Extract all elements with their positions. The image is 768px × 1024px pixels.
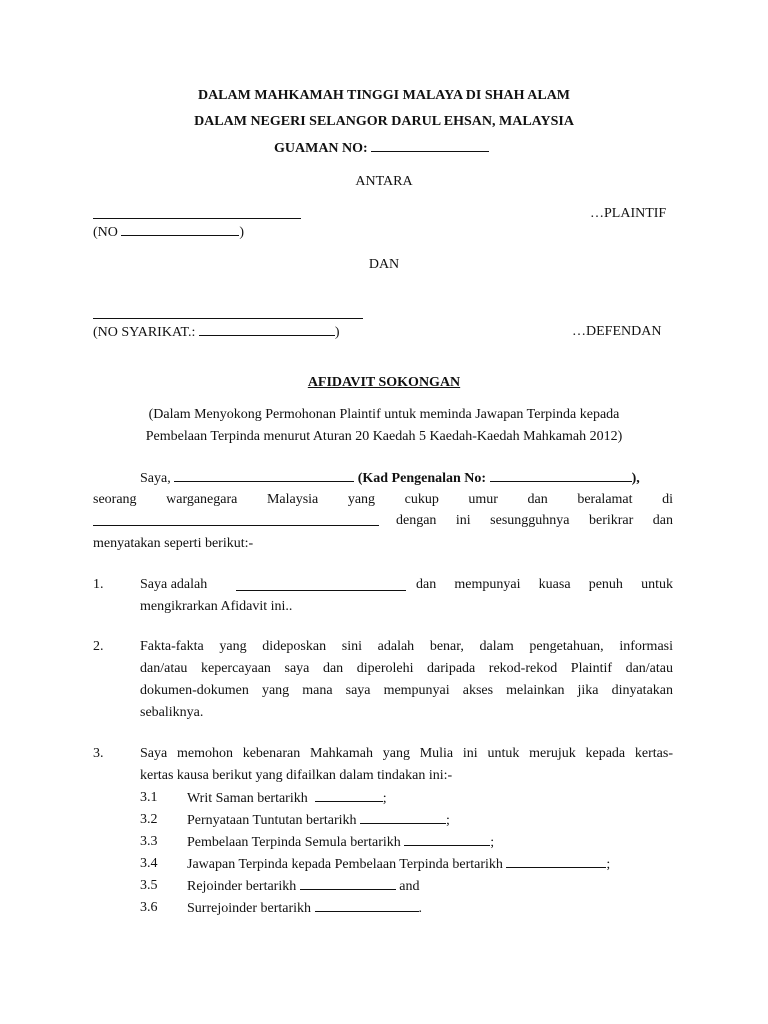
case-number — [274, 139, 489, 158]
document-title: AFIDAVIT SOKONGAN — [307, 375, 461, 390]
date-blank[interactable] — [300, 877, 396, 890]
para1-line2: mengikrarkan Afidavit ini.. — [140, 599, 293, 614]
saya-label: Saya, — [140, 471, 171, 486]
defendant-company-blank[interactable] — [199, 323, 335, 336]
list-item-tail: ; — [606, 857, 611, 872]
list-item — [187, 877, 419, 896]
para1-a: Saya adalah — [140, 577, 208, 592]
para2-number: 2. — [93, 639, 104, 654]
deponent-line — [140, 469, 640, 488]
court-title-line2: DALAM NEGERI SELANGOR DARUL EHSAN, MALAYSIA — [194, 114, 574, 129]
plaintiff-role: …PLAINTIF — [590, 206, 667, 221]
plaintiff-name-blank[interactable] — [93, 218, 301, 219]
date-blank[interactable] — [506, 855, 606, 868]
plaintiff-id-blank[interactable] — [121, 223, 239, 236]
list-item-text: Rejoinder bertarikh — [187, 879, 297, 894]
list-item-tail: ; — [490, 835, 495, 850]
plaintiff-id — [93, 223, 244, 242]
list-item-text: Pernyataan Tuntutan bertarikh — [187, 813, 357, 828]
para3-line1: Saya memohon kebenaran Mahkamah yang Mulia ini untuk merujuk kepada kertas- — [140, 746, 673, 761]
date-blank[interactable] — [315, 899, 419, 912]
intro-line4: menyatakan seperti berikut:- — [93, 536, 254, 551]
list-item-num: 3.1 — [140, 790, 158, 805]
list-item-tail: and — [395, 879, 420, 894]
list-item — [187, 855, 610, 874]
list-item-tail: ; — [446, 813, 450, 828]
intro-line2: seorang warganegara Malaysia yang cukup umur dan beralamat di — [93, 492, 673, 507]
list-item-num: 3.6 — [140, 900, 158, 915]
list-item-text: Jawapan Terpinda kepada Pembelaan Terpinda bertarikh — [187, 857, 503, 872]
document-subtitle-line2: Pembelaan Terpinda menurut Aturan 20 Kaedah 5 Kaedah-Kaedah Mahkamah 2012) — [145, 429, 623, 444]
list-item-text: Writ Saman bertarikh — [187, 791, 308, 806]
case-number-blank[interactable] — [371, 139, 489, 152]
para1-b: dan mempunyai kuasa penuh untuk — [416, 577, 673, 592]
address-blank[interactable] — [93, 525, 379, 526]
court-title-line1: DALAM MAHKAMAH TINGGI MALAYA DI SHAH ALAM — [197, 88, 571, 103]
list-item-tail: ; — [382, 791, 387, 806]
list-item-num: 3.4 — [140, 856, 158, 871]
list-item-tail: . — [418, 901, 423, 916]
para1-role-blank[interactable] — [236, 590, 406, 591]
defendant-company-no — [93, 323, 340, 342]
para2-line3: dokumen-dokumen yang mana saya mempunyai akses melainkan jika dinyatakan — [140, 683, 673, 698]
para2-line1: Fakta-fakta yang dideposkan sini adalah benar, dalam pengetahuan, informasi — [140, 639, 673, 654]
para2-line2: dan/atau kepercayaan saya dan diperolehi daripada rekod-rekod Plaintif dan/atau — [140, 661, 673, 676]
ic-number-blank[interactable] — [490, 469, 632, 482]
list-item-num: 3.3 — [140, 834, 158, 849]
case-number-label: GUAMAN NO: — [274, 141, 368, 156]
ic-close: ), — [631, 471, 640, 486]
para3-number: 3. — [93, 746, 104, 761]
date-blank[interactable] — [360, 811, 446, 824]
defendant-name-blank[interactable] — [93, 318, 363, 319]
document-subtitle-line1: (Dalam Menyokong Permohonan Plaintif untuk meminda Jawapan Terpinda kepada — [148, 407, 620, 422]
list-item — [187, 833, 494, 852]
defendant-company-open: (NO SYARIKAT.: — [93, 325, 196, 340]
para3-line2: kertas kausa berikut yang difailkan dalam tindakan ini:- — [140, 768, 453, 783]
list-item-num: 3.2 — [140, 812, 158, 827]
deponent-name-blank[interactable] — [174, 469, 354, 482]
defendant-company-close: ) — [334, 325, 340, 340]
date-blank[interactable] — [315, 789, 383, 802]
intro-line3: dengan ini sesungguhnya berikrar dan — [396, 513, 673, 528]
list-item — [187, 789, 387, 808]
list-item-text: Pembelaan Terpinda Semula bertarikh — [187, 835, 401, 850]
plaintiff-id-close: ) — [239, 225, 245, 240]
defendant-role: …DEFENDAN — [572, 324, 662, 339]
date-blank[interactable] — [404, 833, 490, 846]
list-item — [187, 899, 422, 918]
para2-line4: sebaliknya. — [140, 705, 204, 720]
list-item — [187, 811, 450, 830]
list-item-num: 3.5 — [140, 878, 158, 893]
and-label: DAN — [368, 257, 400, 272]
plaintiff-id-open: (NO — [93, 225, 118, 240]
para1-number: 1. — [93, 577, 104, 592]
ic-label: (Kad Pengenalan No: — [357, 471, 487, 486]
between-label: ANTARA — [355, 174, 413, 189]
list-item-text: Surrejoinder bertarikh — [187, 901, 312, 916]
